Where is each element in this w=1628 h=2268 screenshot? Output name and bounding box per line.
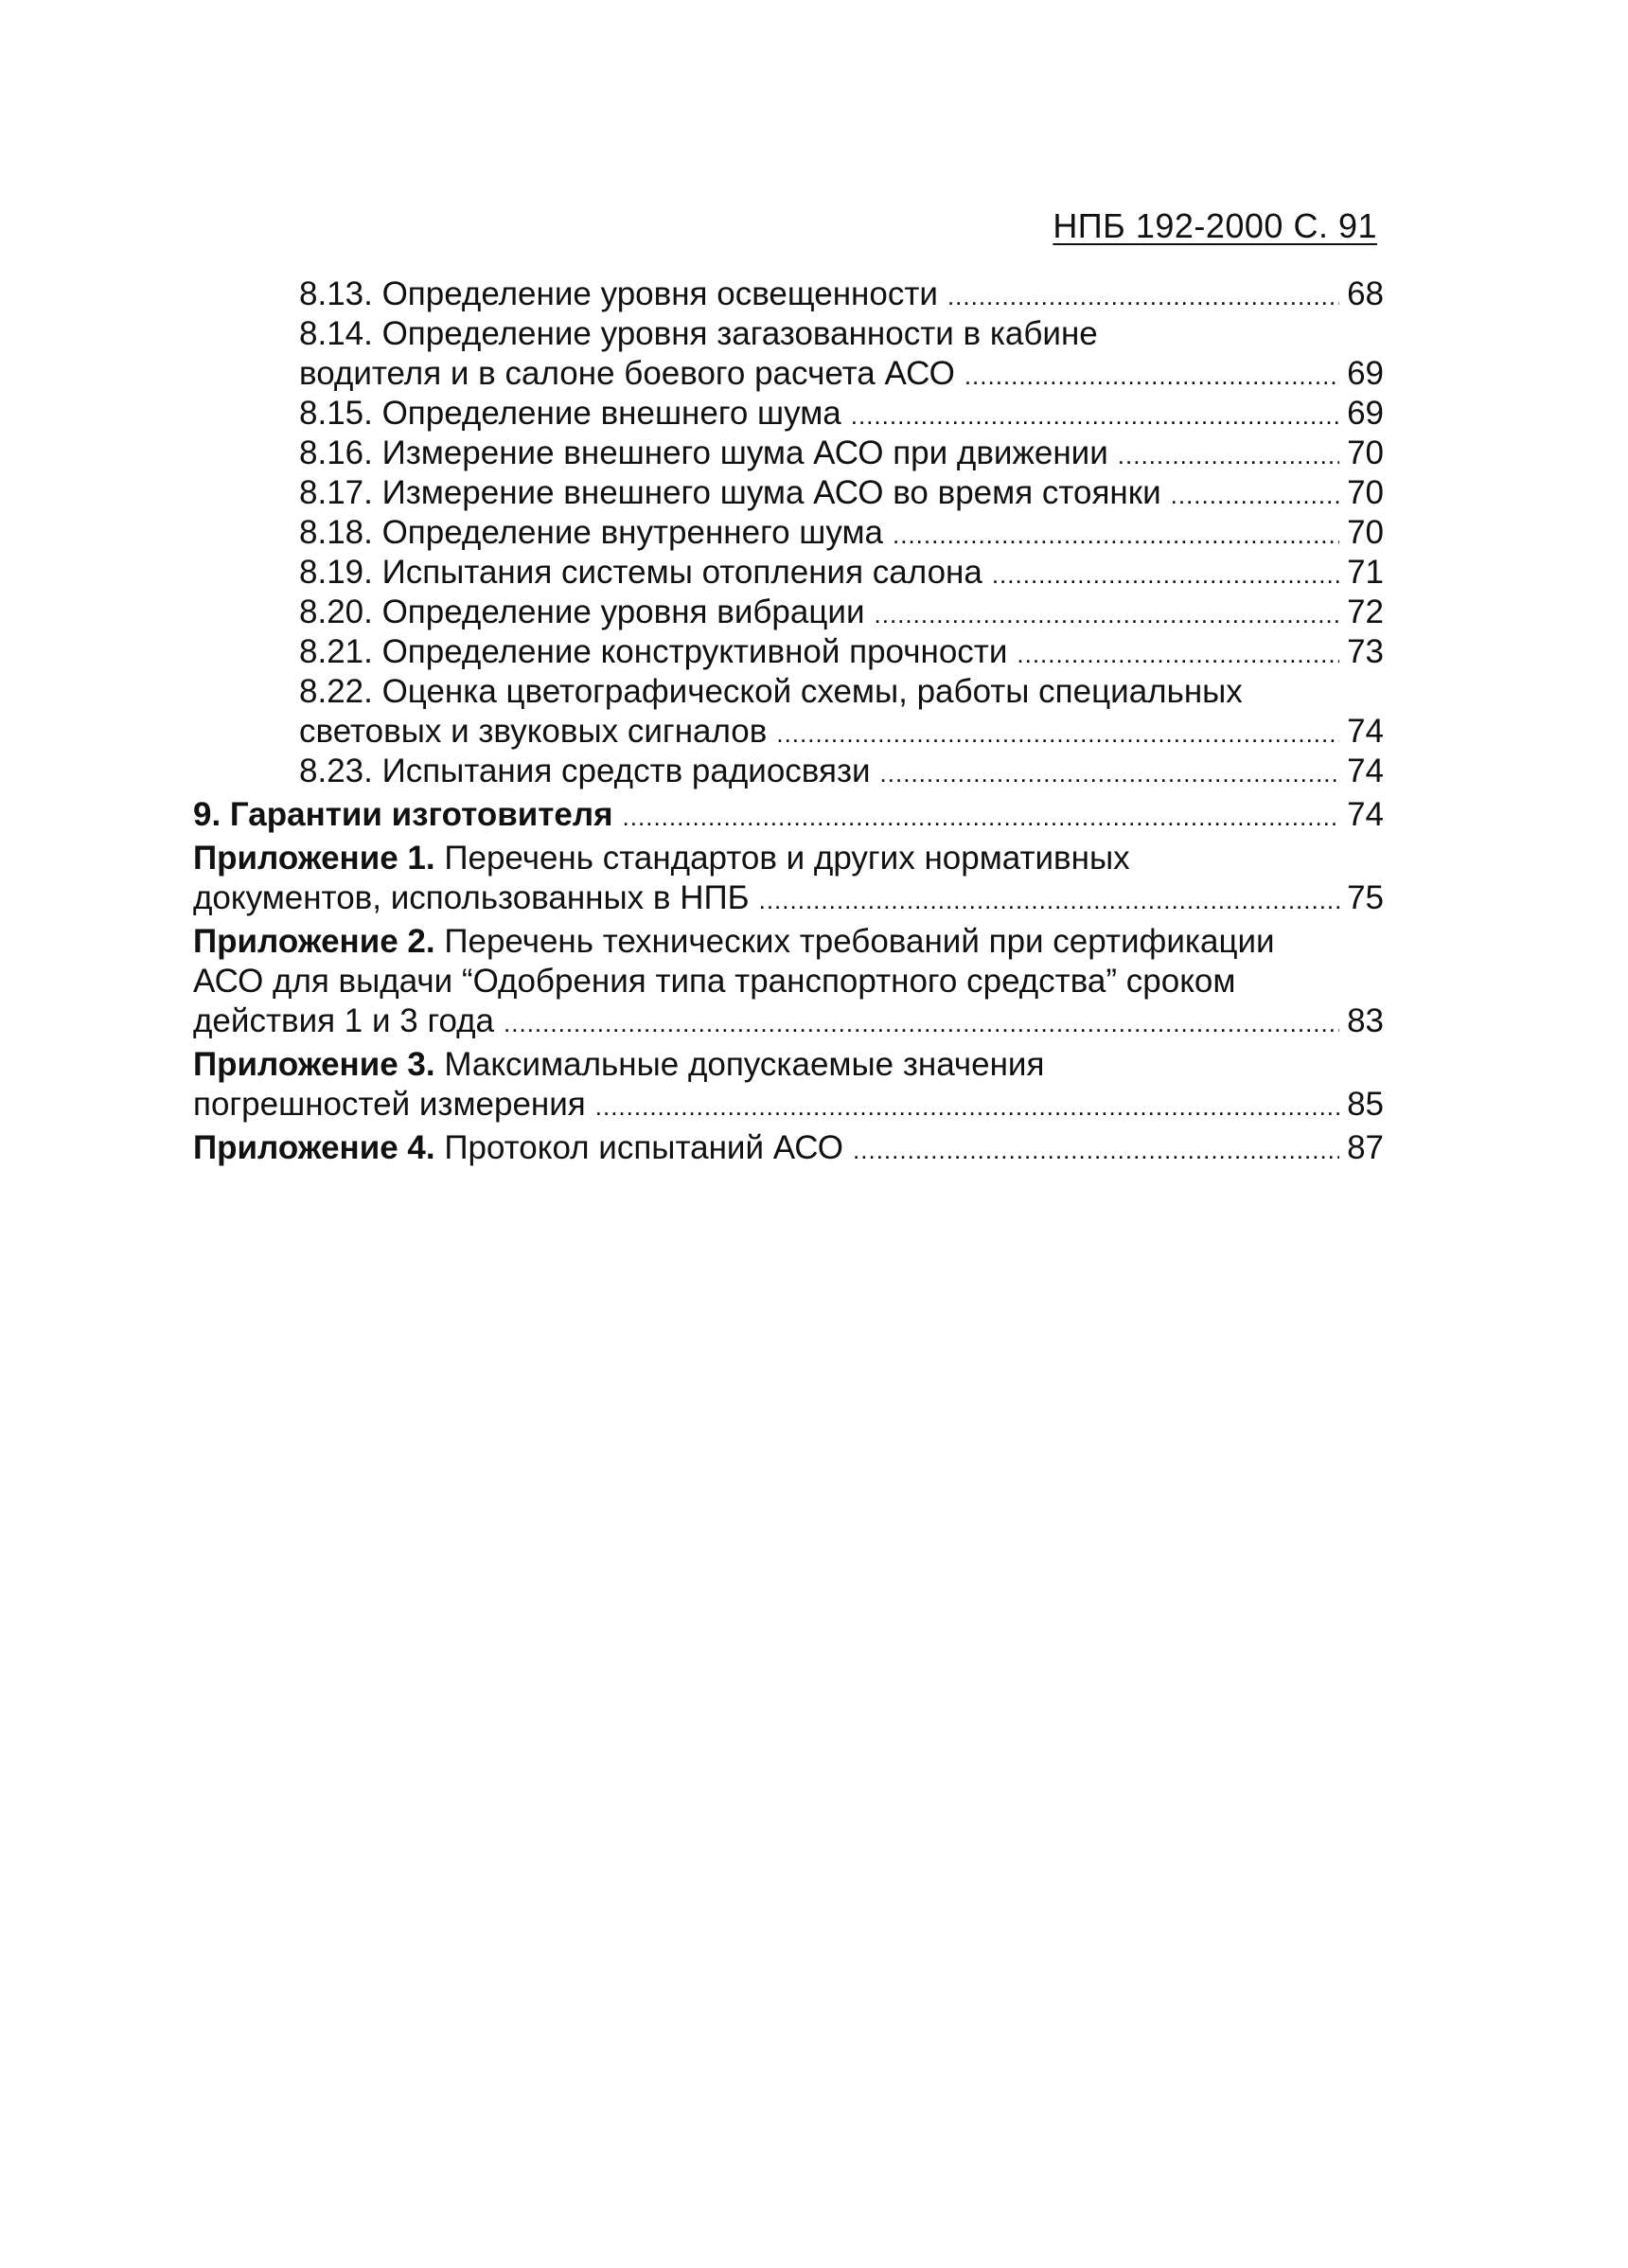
toc-entry-title: Перечень технических требований при сертификации (434, 923, 1275, 960)
toc-entry-title: 8.23. Испытания средств радиосвязи (299, 753, 871, 789)
toc-entry-appendix-2[interactable] (193, 922, 1384, 1043)
toc-leader-dots (947, 276, 1339, 316)
toc-leader-dots (893, 515, 1339, 555)
toc-page-number: 69 (1347, 355, 1384, 392)
toc-page-number: 68 (1347, 275, 1384, 312)
toc-entry-title: 8.22. Оценка цветографической схемы, работы специальных (299, 673, 1243, 710)
toc-entry-appendix-3[interactable] (193, 1045, 1384, 1126)
toc-entry-8-20[interactable] (299, 593, 1384, 634)
toc-entry-title: 8.15. Определение внешнего шума (299, 395, 841, 432)
toc-entry-8-16[interactable] (299, 434, 1384, 475)
toc-appendix-label: Приложение 4. (193, 1129, 435, 1166)
toc-page-number: 72 (1347, 594, 1384, 630)
toc-leader-dots (504, 1003, 1339, 1043)
toc-entry-title-cont: документов, использованных в НПБ (193, 879, 750, 916)
toc-entry-title-cont: погрешностей измерения (193, 1086, 586, 1123)
toc-leader-dots (759, 880, 1339, 920)
toc-entry-title-cont: АСО для выдачи “Одобрения типа транспортного средства” сроком (193, 963, 1236, 1000)
toc-entry-8-19[interactable] (299, 553, 1384, 594)
toc-page-number: 74 (1347, 753, 1384, 789)
toc-leader-dots (623, 797, 1340, 837)
toc-entry-8-21[interactable] (299, 632, 1384, 674)
toc-entry-title: Протокол испытаний АСО (434, 1129, 844, 1166)
toc-page-number: 74 (1347, 796, 1384, 833)
toc-page-number: 85 (1347, 1086, 1384, 1123)
toc-entry-title: 8.18. Определение внутреннего шума (299, 514, 883, 551)
toc-entry-title: 8.16. Измерение внешнего шума АСО при движении (299, 434, 1108, 471)
toc-entry-8-14[interactable] (299, 314, 1384, 396)
toc-page-number: 74 (1347, 713, 1384, 750)
toc-leader-dots (851, 396, 1339, 435)
toc-appendix-label: Приложение 2. (193, 923, 435, 960)
toc-page-number: 70 (1347, 474, 1384, 511)
toc-page-number: 87 (1347, 1129, 1384, 1166)
toc-entry-title: 8.21. Определение конструктивной прочности (299, 633, 1008, 670)
toc-entry-title: 8.17. Измерение внешнего шума АСО во время стоянки (299, 474, 1161, 511)
toc-entry-appendix-1[interactable] (193, 839, 1384, 920)
toc-entry-title: 8.13. Определение уровня освещенности (299, 275, 938, 312)
toc-leader-dots (880, 753, 1340, 793)
toc-page-number: 70 (1347, 514, 1384, 551)
toc-entry-title: 8.14. Определение уровня загазованности в кабине (299, 315, 1098, 352)
toc-entry-8-13[interactable] (299, 275, 1384, 316)
toc-entry-title: 8.20. Определение уровня вибрации (299, 594, 865, 630)
toc-page-number: 75 (1347, 879, 1384, 916)
toc-entry-title: Перечень стандартов и других нормативных (434, 840, 1130, 877)
toc-entry-title: Максимальные допускаемые значения (434, 1046, 1045, 1083)
toc-leader-dots (1118, 435, 1339, 475)
toc-leader-dots (964, 356, 1339, 396)
toc-leader-dots (1171, 475, 1339, 515)
toc-appendix-label: Приложение 1. (193, 840, 435, 877)
toc-entry-8-15[interactable] (299, 394, 1384, 435)
toc-leader-dots (776, 714, 1339, 753)
toc-page-number: 83 (1347, 1002, 1384, 1039)
toc-entry-title-cont: световых и звуковых сигналов (299, 713, 768, 750)
toc-page-number: 73 (1347, 633, 1384, 670)
toc-entry-title: 9. Гарантии изготовителя (193, 796, 613, 833)
toc-page-number: 71 (1347, 554, 1384, 591)
toc-entry-8-17[interactable] (299, 473, 1384, 515)
toc-appendix-label: Приложение 3. (193, 1046, 435, 1083)
toc-entry-title-cont: водителя и в салоне боевого расчета АСО (299, 355, 955, 392)
toc-leader-dots (875, 594, 1340, 634)
toc-entry-appendix-4[interactable] (193, 1128, 1384, 1170)
toc-entry-title-cont: действия 1 и 3 года (193, 1002, 495, 1039)
toc-entry-8-22[interactable] (299, 672, 1384, 753)
toc-entry-8-23[interactable] (299, 752, 1384, 793)
toc-entry-9[interactable] (193, 795, 1384, 837)
toc-leader-dots (595, 1087, 1339, 1126)
toc-page-number: 70 (1347, 434, 1384, 471)
page-header: НПБ 192-2000 С. 91 (1053, 206, 1377, 245)
toc-page-number: 69 (1347, 395, 1384, 432)
toc-leader-dots (853, 1130, 1339, 1170)
toc-leader-dots (992, 555, 1339, 594)
toc-entry-title: 8.19. Испытания системы отопления салона (299, 554, 982, 591)
toc-leader-dots (1017, 634, 1339, 674)
toc-entry-8-18[interactable] (299, 513, 1384, 555)
